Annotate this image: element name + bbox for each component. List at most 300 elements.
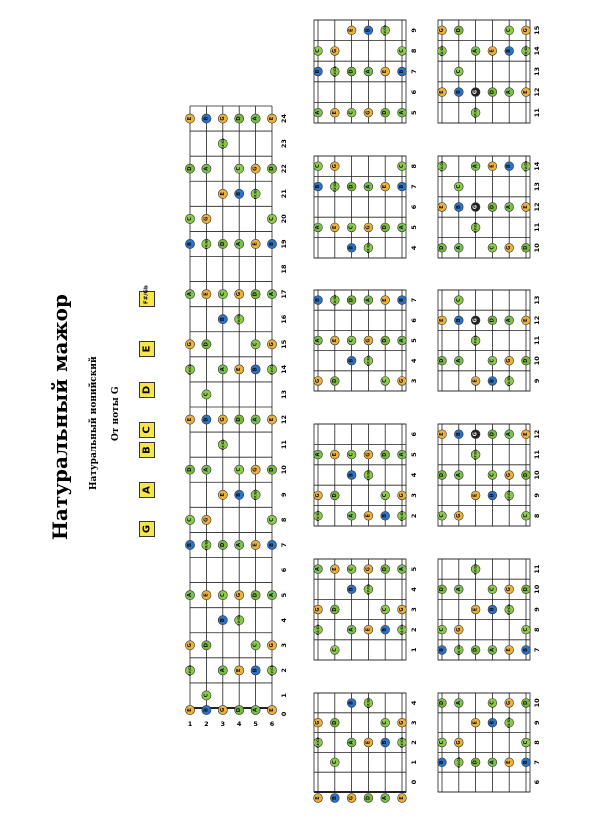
svg-text:G: G xyxy=(506,472,513,478)
fret-note xyxy=(314,605,323,614)
svg-text:A: A xyxy=(455,245,462,250)
svg-text:E: E xyxy=(203,593,210,597)
fret-note xyxy=(454,585,463,594)
svg-text:D: D xyxy=(523,358,529,363)
svg-text:F#/Gb: F#/Gb xyxy=(440,45,444,57)
svg-text:B: B xyxy=(439,760,445,765)
svg-text:G: G xyxy=(523,28,529,33)
svg-text:D: D xyxy=(439,358,445,363)
svg-text:B: B xyxy=(203,417,210,422)
fret-note xyxy=(505,489,514,501)
svg-text:C: C xyxy=(236,166,243,171)
svg-text:E: E xyxy=(252,242,259,246)
svg-text:G: G xyxy=(348,795,355,801)
svg-text:D: D xyxy=(382,566,389,572)
svg-text:A: A xyxy=(187,292,193,297)
fret-note xyxy=(314,223,323,232)
fret-note xyxy=(330,605,339,614)
fret-note xyxy=(471,162,480,171)
fret-number: 6 xyxy=(280,567,288,573)
fret-number: 10 xyxy=(533,470,541,480)
fret-note xyxy=(314,624,323,636)
fret-note xyxy=(522,160,531,172)
fret-note xyxy=(438,758,447,767)
svg-text:A: A xyxy=(348,740,355,745)
position-box xyxy=(438,156,541,258)
fret-note xyxy=(330,758,339,767)
fret-note xyxy=(364,26,373,35)
svg-text:F#/Gb: F#/Gb xyxy=(507,375,512,387)
fret-note xyxy=(505,88,514,97)
svg-text:A: A xyxy=(506,318,513,323)
svg-text:E: E xyxy=(506,648,513,652)
fret-number: 4 xyxy=(410,700,418,706)
fret-number: 7 xyxy=(533,647,541,653)
fret-note xyxy=(522,88,531,97)
svg-text:B: B xyxy=(523,760,529,765)
fret-note xyxy=(505,316,514,325)
svg-text:F#/Gb: F#/Gb xyxy=(507,489,512,501)
svg-text:E: E xyxy=(187,708,193,712)
fret-number: 6 xyxy=(410,89,418,95)
fret-note xyxy=(347,625,356,634)
fret-number: 12 xyxy=(533,202,541,212)
fret-note xyxy=(364,625,373,634)
svg-text:B: B xyxy=(439,647,445,652)
fret-number: 4 xyxy=(410,358,418,363)
fret-number: 4 xyxy=(410,587,418,592)
svg-text:B: B xyxy=(348,245,355,250)
svg-text:A: A xyxy=(399,452,405,457)
fret-number: 14 xyxy=(280,364,288,374)
svg-text:B: B xyxy=(365,28,372,33)
svg-text:D: D xyxy=(472,647,479,653)
fret-number: 9 xyxy=(533,720,541,725)
svg-text:C: C xyxy=(348,110,355,115)
svg-text:A: A xyxy=(399,338,405,343)
fret-note xyxy=(471,758,480,767)
fret-note xyxy=(454,699,463,708)
svg-text:G: G xyxy=(315,378,321,383)
fret-note xyxy=(471,646,480,655)
fret-number: 13 xyxy=(533,295,541,305)
fret-number: 5 xyxy=(410,452,418,457)
svg-text:A: A xyxy=(252,417,259,422)
svg-text:F#/Gb: F#/Gb xyxy=(456,756,461,768)
svg-text:C: C xyxy=(382,607,389,612)
position-box xyxy=(438,559,541,660)
svg-text:F#/Gb: F#/Gb xyxy=(366,242,371,254)
svg-text:C: C xyxy=(187,517,193,522)
svg-text:E: E xyxy=(523,205,529,209)
fret-note xyxy=(330,108,339,117)
fret-number: 0 xyxy=(410,779,418,785)
svg-text:A: A xyxy=(489,760,496,765)
fret-number: 4 xyxy=(410,245,418,251)
fret-note xyxy=(347,471,356,480)
legend-note: A xyxy=(139,482,155,498)
fret-number: 12 xyxy=(280,415,288,425)
svg-text:A: A xyxy=(455,700,462,705)
fret-note xyxy=(398,565,407,574)
fret-number: 3 xyxy=(410,720,418,725)
svg-text:F#/Gb: F#/Gb xyxy=(316,624,320,636)
svg-text:C: C xyxy=(252,342,259,347)
svg-text:E: E xyxy=(382,184,389,189)
fret-number: 4 xyxy=(280,617,288,623)
fret-note xyxy=(398,736,407,748)
fret-note xyxy=(471,448,480,460)
fret-note xyxy=(488,699,497,708)
svg-text:B: B xyxy=(399,184,405,189)
fret-note xyxy=(522,758,531,767)
svg-text:B: B xyxy=(203,707,210,713)
fret-number: 7 xyxy=(280,542,288,548)
svg-text:G: G xyxy=(506,700,513,705)
fret-note xyxy=(347,565,356,574)
svg-text:C: C xyxy=(331,760,338,765)
svg-text:E: E xyxy=(269,116,275,121)
fret-note xyxy=(438,88,447,97)
fret-note xyxy=(454,644,463,656)
root-label: От ноты G xyxy=(111,386,121,441)
svg-text:B: B xyxy=(523,647,529,652)
fret-number: 3 xyxy=(410,378,418,384)
svg-text:D: D xyxy=(187,166,193,171)
svg-text:C: C xyxy=(455,69,462,74)
svg-text:F#/Gb: F#/Gb xyxy=(524,160,528,172)
position-box xyxy=(314,156,418,258)
svg-text:G: G xyxy=(365,567,372,572)
svg-text:A: A xyxy=(399,225,405,230)
string-number: 5 xyxy=(253,720,258,728)
fret-number: 2 xyxy=(410,627,418,632)
fret-note xyxy=(347,738,356,747)
fret-note xyxy=(454,316,463,325)
fret-note xyxy=(454,182,463,191)
fret-note xyxy=(398,510,407,522)
fret-note xyxy=(505,603,514,615)
fret-number: 9 xyxy=(533,493,541,498)
fret-note xyxy=(522,430,531,439)
svg-text:A: A xyxy=(219,668,226,673)
svg-text:D: D xyxy=(269,166,275,171)
fret-note xyxy=(454,26,463,35)
svg-text:E: E xyxy=(236,367,243,372)
svg-text:B: B xyxy=(506,48,513,53)
string-number: 3 xyxy=(220,720,226,728)
svg-text:E: E xyxy=(523,432,529,436)
svg-text:A: A xyxy=(252,707,259,713)
svg-text:G: G xyxy=(506,245,513,250)
fret-note xyxy=(381,718,390,727)
svg-text:D: D xyxy=(439,245,445,250)
fret-note xyxy=(381,605,390,614)
svg-text:E: E xyxy=(439,90,445,94)
fret-note xyxy=(347,26,356,35)
fret-note xyxy=(314,377,323,386)
fret-note xyxy=(505,430,514,439)
svg-text:B: B xyxy=(348,587,355,592)
fret-note xyxy=(454,625,463,634)
fret-number: 5 xyxy=(410,338,418,343)
fret-note xyxy=(471,605,480,614)
svg-text:G: G xyxy=(269,342,275,347)
fret-note xyxy=(398,450,407,459)
svg-text:F#/Gb: F#/Gb xyxy=(316,737,320,748)
fret-note xyxy=(314,108,323,117)
svg-text:F#/Gb: F#/Gb xyxy=(400,510,404,522)
svg-text:G: G xyxy=(315,493,321,498)
svg-text:B: B xyxy=(455,90,462,95)
fret-note xyxy=(364,469,373,481)
svg-text:C: C xyxy=(348,338,355,343)
fret-number: 15 xyxy=(280,339,288,349)
fret-number: 3 xyxy=(410,493,418,498)
svg-text:F#/Gb: F#/Gb xyxy=(188,664,192,676)
fret-note xyxy=(314,182,323,191)
fret-note xyxy=(347,450,356,459)
svg-text:A: A xyxy=(252,116,259,121)
svg-text:E: E xyxy=(187,417,193,422)
fret-number: 11 xyxy=(533,450,541,460)
fret-note xyxy=(330,294,339,306)
fret-note xyxy=(398,605,407,614)
svg-text:D: D xyxy=(331,378,338,384)
svg-text:G: G xyxy=(365,225,372,230)
svg-text:D: D xyxy=(489,318,496,323)
svg-text:A: A xyxy=(315,225,321,230)
fret-note xyxy=(364,336,373,345)
fret-note xyxy=(438,738,447,747)
fret-note xyxy=(381,336,390,345)
svg-text:A: A xyxy=(506,205,513,209)
fret-number: 20 xyxy=(280,214,288,224)
fret-number: 8 xyxy=(410,48,418,54)
svg-text:F#/Gb: F#/Gb xyxy=(220,439,225,451)
svg-text:D: D xyxy=(203,643,210,648)
fret-note xyxy=(488,758,497,767)
svg-text:D: D xyxy=(219,241,226,247)
fret-note xyxy=(505,585,514,594)
fret-note xyxy=(381,377,390,386)
fret-note xyxy=(330,565,339,574)
svg-text:G: G xyxy=(399,493,405,498)
svg-text:D: D xyxy=(523,472,529,478)
fret-number: 13 xyxy=(533,182,541,192)
svg-text:G: G xyxy=(219,417,226,422)
svg-text:F#/Gb: F#/Gb xyxy=(188,363,192,375)
page-title: Натуральный мажор xyxy=(48,293,72,540)
fret-number: 7 xyxy=(410,297,418,303)
svg-text:A: A xyxy=(348,513,355,518)
fret-note xyxy=(347,243,356,252)
fret-number: 21 xyxy=(280,189,288,199)
fret-number: 5 xyxy=(410,110,418,115)
svg-text:B: B xyxy=(315,69,321,74)
svg-text:F#/Gb: F#/Gb xyxy=(366,355,371,367)
svg-text:F#/Gb: F#/Gb xyxy=(473,563,478,575)
svg-text:F#/Gb: F#/Gb xyxy=(270,664,274,676)
fret-note xyxy=(398,794,407,803)
svg-text:C: C xyxy=(523,740,529,745)
svg-text:B: B xyxy=(348,700,355,705)
svg-text:C: C xyxy=(382,493,389,498)
fret-note xyxy=(364,565,373,574)
svg-text:B: B xyxy=(382,740,389,745)
fret-number: 16 xyxy=(280,314,288,324)
svg-text:F#/Gb: F#/Gb xyxy=(332,66,337,77)
fret-note xyxy=(505,375,514,387)
fret-note xyxy=(522,646,531,655)
svg-text:E: E xyxy=(472,720,479,725)
fret-number: 2 xyxy=(280,668,288,673)
svg-text:B: B xyxy=(455,318,462,323)
fret-note xyxy=(488,88,497,97)
svg-text:D: D xyxy=(348,69,355,74)
fret-number: 12 xyxy=(533,429,541,439)
fret-number: 17 xyxy=(280,289,288,299)
svg-text:E: E xyxy=(489,49,496,53)
svg-text:A: A xyxy=(269,292,275,297)
legend-note: C xyxy=(139,422,155,438)
svg-text:E: E xyxy=(187,116,193,121)
svg-text:D: D xyxy=(187,467,193,472)
svg-text:G: G xyxy=(331,48,338,53)
svg-text:C: C xyxy=(315,164,321,169)
fret-note xyxy=(488,718,497,727)
fret-note xyxy=(364,697,373,709)
svg-text:C: C xyxy=(252,643,259,648)
fret-note xyxy=(488,377,497,386)
fret-note xyxy=(471,377,480,386)
fret-number: 18 xyxy=(280,264,288,274)
fret-note xyxy=(314,718,323,727)
fret-note xyxy=(505,243,514,252)
svg-text:C: C xyxy=(315,49,321,53)
svg-text:B: B xyxy=(331,796,338,800)
svg-text:B: B xyxy=(219,317,226,322)
fret-note xyxy=(314,47,323,56)
svg-text:D: D xyxy=(489,89,496,95)
svg-text:C: C xyxy=(439,627,445,632)
fret-number: 11 xyxy=(533,222,541,232)
svg-text:C: C xyxy=(489,358,496,363)
svg-text:C: C xyxy=(489,701,496,705)
position-box xyxy=(438,424,541,526)
svg-text:G: G xyxy=(236,592,243,598)
fret-note xyxy=(330,450,339,459)
svg-text:C: C xyxy=(489,587,496,592)
fret-number: 8 xyxy=(280,517,288,523)
svg-text:B: B xyxy=(203,116,210,121)
svg-text:B: B xyxy=(489,720,496,725)
svg-text:G: G xyxy=(455,740,462,745)
fret-note xyxy=(347,296,356,305)
svg-text:C: C xyxy=(203,392,210,397)
fret-note xyxy=(381,182,390,191)
fret-note xyxy=(488,356,497,365)
fret-number: 0 xyxy=(280,711,288,717)
svg-text:G: G xyxy=(219,116,226,121)
svg-text:D: D xyxy=(439,472,445,478)
svg-text:F#/Gb: F#/Gb xyxy=(332,294,337,306)
svg-text:C: C xyxy=(523,513,529,518)
svg-text:A: A xyxy=(269,593,275,598)
svg-text:D: D xyxy=(252,291,259,297)
fret-note xyxy=(347,699,356,708)
fret-note xyxy=(471,334,480,346)
svg-text:A: A xyxy=(365,184,372,189)
fret-note xyxy=(347,585,356,594)
string-number: 2 xyxy=(204,720,209,728)
svg-text:C: C xyxy=(399,49,405,53)
fret-note xyxy=(454,243,463,252)
fret-number: 5 xyxy=(410,566,418,572)
fret-note xyxy=(505,699,514,708)
svg-text:B: B xyxy=(252,668,259,673)
svg-text:B: B xyxy=(489,493,496,498)
fret-note xyxy=(488,471,497,480)
svg-text:E: E xyxy=(439,432,445,436)
fret-note xyxy=(381,67,390,76)
fret-note xyxy=(471,563,480,575)
fret-note xyxy=(471,47,480,56)
svg-text:F#/Gb: F#/Gb xyxy=(383,24,388,36)
svg-text:F#/Gb: F#/Gb xyxy=(270,363,274,375)
svg-text:A: A xyxy=(187,593,193,598)
fret-note xyxy=(398,108,407,117)
fret-note xyxy=(364,242,373,254)
fret-note xyxy=(347,223,356,232)
fret-note xyxy=(330,162,339,171)
svg-text:F#/Gb: F#/Gb xyxy=(507,717,512,729)
fret-note xyxy=(488,646,497,655)
svg-text:C: C xyxy=(203,693,210,698)
svg-text:C: C xyxy=(331,648,338,652)
svg-text:C: C xyxy=(219,292,226,297)
fret-note xyxy=(381,450,390,459)
fret-note xyxy=(330,794,339,803)
fret-note xyxy=(314,162,323,171)
fret-note xyxy=(381,738,390,747)
svg-text:A: A xyxy=(203,467,210,472)
svg-text:C: C xyxy=(399,164,405,169)
svg-text:E: E xyxy=(382,298,389,302)
svg-text:G: G xyxy=(399,720,405,725)
svg-text:F#/Gb: F#/Gb xyxy=(473,107,478,119)
svg-text:D: D xyxy=(331,493,338,498)
fret-number: 19 xyxy=(280,239,288,249)
svg-text:D: D xyxy=(365,795,372,801)
string-number: 1 xyxy=(187,720,193,728)
fret-number: 8 xyxy=(533,740,541,745)
svg-text:B: B xyxy=(382,513,389,518)
svg-text:E: E xyxy=(365,514,372,518)
fret-note xyxy=(381,794,390,803)
fret-note xyxy=(398,296,407,305)
fret-note xyxy=(347,336,356,345)
svg-text:B: B xyxy=(348,473,355,477)
svg-text:B: B xyxy=(455,205,462,209)
svg-text:G: G xyxy=(315,720,321,725)
svg-text:E: E xyxy=(439,318,445,323)
fret-number: 22 xyxy=(280,164,288,174)
svg-text:G: G xyxy=(269,643,275,648)
fret-note xyxy=(438,625,447,634)
fret-note xyxy=(454,430,463,439)
svg-text:A: A xyxy=(365,69,372,74)
